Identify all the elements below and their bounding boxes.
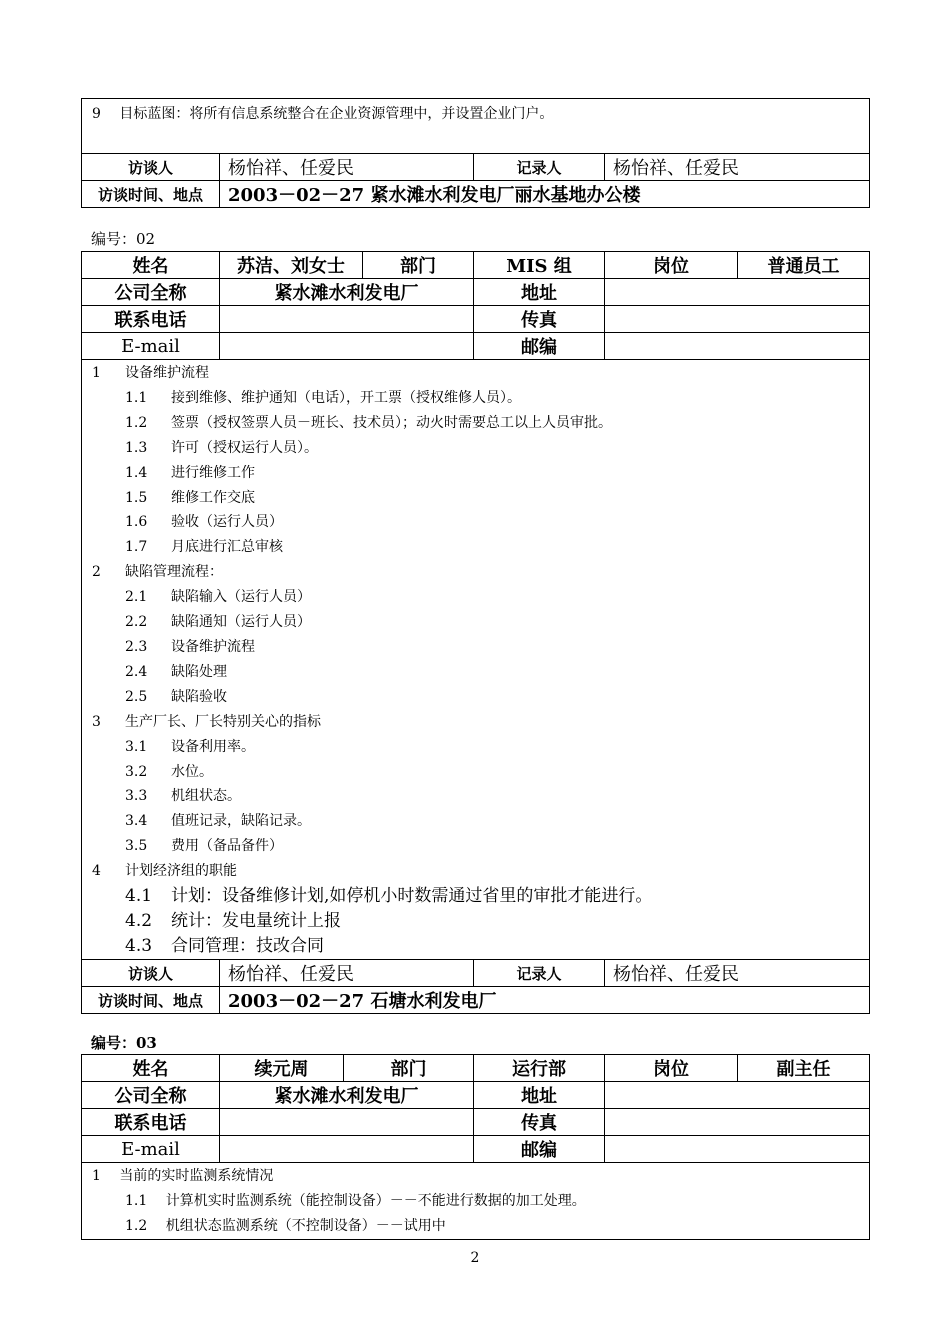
email-value bbox=[220, 333, 474, 360]
page-number: 2 bbox=[470, 1250, 480, 1266]
interviewer-label: 访谈人 bbox=[82, 154, 220, 181]
name-value: 续元周 bbox=[220, 1055, 344, 1082]
interview-item-list bbox=[82, 361, 869, 959]
name-value: 苏洁、刘女士 bbox=[220, 252, 363, 279]
zip-value bbox=[605, 1136, 870, 1163]
sub-list-item-text: 值班记录，缺陷记录。 bbox=[171, 813, 311, 830]
item-1: 1 当前的实时监测系统情况 bbox=[92, 1168, 274, 1184]
sub-list-item bbox=[82, 909, 869, 934]
sub-list-item-text: 费用（备品备件） bbox=[171, 838, 283, 855]
list-item bbox=[82, 859, 869, 884]
phone-label: 联系电话 bbox=[82, 306, 220, 333]
sub-list-item-text: 设备维护流程 bbox=[171, 638, 255, 655]
zip-label: 邮编 bbox=[474, 1136, 605, 1163]
sub-list-item bbox=[82, 784, 869, 809]
fax-label: 传真 bbox=[474, 1109, 605, 1136]
sub-list-item bbox=[82, 386, 869, 411]
sub-list-item-number: 1.4 bbox=[125, 464, 148, 481]
interview-content-02 bbox=[82, 360, 870, 960]
interviewer-label: 访谈人 bbox=[82, 960, 220, 987]
sub-list-item bbox=[82, 760, 869, 785]
dept-label: 部门 bbox=[363, 252, 474, 279]
recorder-label: 记录人 bbox=[474, 960, 605, 987]
sub-list-item bbox=[82, 411, 869, 436]
list-item-text: 缺陷管理流程： bbox=[125, 564, 223, 581]
sub-list-item-text: 水位。 bbox=[171, 763, 213, 780]
sub-list-item-number: 3.4 bbox=[125, 813, 148, 830]
section-number-02: 编号：02 bbox=[91, 230, 156, 248]
list-item-text: 计划经济组的职能 bbox=[125, 863, 237, 880]
sub-list-item bbox=[82, 884, 869, 909]
post-label: 岗位 bbox=[605, 1055, 738, 1082]
sub-list-item-number: 2.4 bbox=[125, 663, 148, 680]
interviewer-value: 杨怡祥、任爱民 bbox=[220, 960, 474, 987]
sub-list-item bbox=[82, 735, 869, 760]
sub-list-item-text: 签票（授权签票人员－班长、技术员）；动火时需要总工以上人员审批。 bbox=[171, 414, 612, 431]
email-value bbox=[220, 1136, 474, 1163]
list-item-number: 1 bbox=[92, 365, 101, 381]
dept-value: 运行部 bbox=[474, 1055, 605, 1082]
sub-list-item-number: 4.2 bbox=[125, 910, 153, 931]
sub-list-item-number: 3.5 bbox=[125, 838, 148, 855]
table-interview-02 bbox=[81, 251, 870, 1014]
recorder-value: 杨怡祥、任爱民 bbox=[605, 154, 870, 181]
phone-value bbox=[220, 1109, 474, 1136]
list-item-text: 生产厂长、厂长特别关心的指标 bbox=[125, 713, 321, 730]
sub-list-item bbox=[82, 535, 869, 560]
sub-item-1-2: 1.2 机组状态监测系统（不控制设备）－－试用中 bbox=[125, 1217, 446, 1234]
list-item-text: 设备维护流程 bbox=[125, 365, 209, 381]
sub-list-item-number: 4.1 bbox=[125, 886, 153, 907]
sub-list-item-text: 缺陷输入（运行人员） bbox=[171, 589, 311, 606]
zip-value bbox=[605, 333, 870, 360]
time-place-value: 2003－02－27 紧水滩水利发电厂丽水基地办公楼 bbox=[220, 181, 870, 208]
name-label: 姓名 bbox=[82, 1055, 220, 1082]
sub-list-item-number: 2.5 bbox=[125, 688, 148, 705]
sub-list-item-number: 2.1 bbox=[125, 589, 148, 606]
phone-label: 联系电话 bbox=[82, 1109, 220, 1136]
sub-list-item-number: 1.2 bbox=[125, 414, 148, 431]
address-label: 地址 bbox=[474, 1082, 605, 1109]
sub-list-item-number: 1.5 bbox=[125, 489, 148, 506]
interviewer-value: 杨怡祥、任爱民 bbox=[220, 154, 474, 181]
email-label: E-mail bbox=[82, 1136, 220, 1163]
sub-list-item-text: 维修工作交底 bbox=[171, 489, 255, 506]
sub-list-item bbox=[82, 809, 869, 834]
sub-list-item bbox=[82, 486, 869, 511]
list-item bbox=[82, 361, 869, 386]
sub-list-item bbox=[82, 660, 869, 685]
sub-list-item bbox=[82, 934, 869, 959]
time-place-label: 访谈时间、地点 bbox=[82, 181, 220, 208]
list-item bbox=[82, 710, 869, 735]
sub-list-item bbox=[82, 834, 869, 859]
sub-list-item-text: 进行维修工作 bbox=[171, 464, 255, 481]
sub-list-item bbox=[82, 461, 869, 486]
sub-list-item-number: 3.1 bbox=[125, 738, 148, 755]
sub-list-item-text: 月底进行汇总审核 bbox=[171, 539, 283, 556]
sub-list-item bbox=[82, 685, 869, 710]
sub-list-item-text: 机组状态。 bbox=[171, 788, 241, 805]
fax-label: 传真 bbox=[474, 306, 605, 333]
sub-item-1-1: 1.1 计算机实时监测系统（能控制设备）－－不能进行数据的加工处理。 bbox=[125, 1192, 586, 1209]
list-item-number: 3 bbox=[92, 713, 101, 730]
sub-list-item-number: 1.1 bbox=[125, 389, 148, 406]
address-label: 地址 bbox=[474, 279, 605, 306]
recorder-value: 杨怡祥、任爱民 bbox=[605, 960, 870, 987]
recorder-label: 记录人 bbox=[474, 154, 605, 181]
sub-list-item-text: 缺陷验收 bbox=[171, 688, 227, 705]
name-label: 姓名 bbox=[82, 252, 220, 279]
sub-list-item bbox=[82, 610, 869, 635]
address-value bbox=[605, 279, 870, 306]
sub-list-item-number: 3.2 bbox=[125, 763, 148, 780]
sub-list-item-text: 合同管理：技改合同 bbox=[171, 935, 324, 956]
company-value: 紧水滩水利发电厂 bbox=[220, 1082, 474, 1109]
sub-list-item-number: 3.3 bbox=[125, 788, 148, 805]
sub-list-item-number: 2.3 bbox=[125, 638, 148, 655]
sub-list-item-text: 计划：设备维修计划,如停机小时数需通过省里的审批才能进行。 bbox=[171, 886, 653, 907]
sub-list-item-text: 缺陷通知（运行人员） bbox=[171, 614, 311, 631]
interview-content-03 bbox=[82, 1163, 870, 1240]
post-value: 普通员工 bbox=[738, 252, 870, 279]
sub-list-item-text: 验收（运行人员） bbox=[171, 514, 283, 531]
item-9-text: 9 目标蓝图：将所有信息系统整合在企业资源管理中，并设置企业门户。 bbox=[82, 99, 870, 154]
sub-list-item-text: 缺陷处理 bbox=[171, 663, 227, 680]
phone-value bbox=[220, 306, 474, 333]
email-label: E-mail bbox=[82, 333, 220, 360]
fax-value bbox=[605, 1109, 870, 1136]
sub-list-item-text: 设备利用率。 bbox=[171, 738, 255, 755]
time-place-label: 访谈时间、地点 bbox=[82, 987, 220, 1014]
company-value: 紧水滩水利发电厂 bbox=[220, 279, 474, 306]
sub-list-item-number: 1.6 bbox=[125, 514, 148, 531]
dept-label: 部门 bbox=[344, 1055, 474, 1082]
post-label: 岗位 bbox=[605, 252, 738, 279]
sub-list-item-text: 接到维修、维护通知（电话），开工票（授权维修人员）。 bbox=[171, 389, 521, 406]
sub-list-item-number: 1.3 bbox=[125, 439, 148, 456]
list-item-number: 4 bbox=[92, 863, 101, 880]
sub-list-item bbox=[82, 436, 869, 461]
sub-list-item bbox=[82, 635, 869, 660]
time-place-value: 2003－02－27 石塘水利发电厂 bbox=[220, 987, 870, 1014]
section-number-03: 编号：03 bbox=[91, 1034, 157, 1052]
sub-list-item-text: 统计：发电量统计上报 bbox=[171, 910, 341, 931]
fax-value bbox=[605, 306, 870, 333]
zip-label: 邮编 bbox=[474, 333, 605, 360]
sub-list-item-text: 许可（授权运行人员）。 bbox=[171, 439, 318, 456]
sub-list-item bbox=[82, 585, 869, 610]
company-label: 公司全称 bbox=[82, 1082, 220, 1109]
sub-list-item-number: 4.3 bbox=[125, 935, 153, 956]
table-interview-03 bbox=[81, 1054, 870, 1240]
sub-list-item-number: 1.7 bbox=[125, 539, 148, 556]
list-item-number: 2 bbox=[92, 564, 101, 581]
post-value: 副主任 bbox=[738, 1055, 870, 1082]
company-label: 公司全称 bbox=[82, 279, 220, 306]
sub-list-item bbox=[82, 510, 869, 535]
address-value bbox=[605, 1082, 870, 1109]
dept-value: MIS 组 bbox=[474, 252, 605, 279]
table-continuation bbox=[81, 98, 870, 208]
sub-list-item-number: 2.2 bbox=[125, 614, 148, 631]
list-item bbox=[82, 560, 869, 585]
